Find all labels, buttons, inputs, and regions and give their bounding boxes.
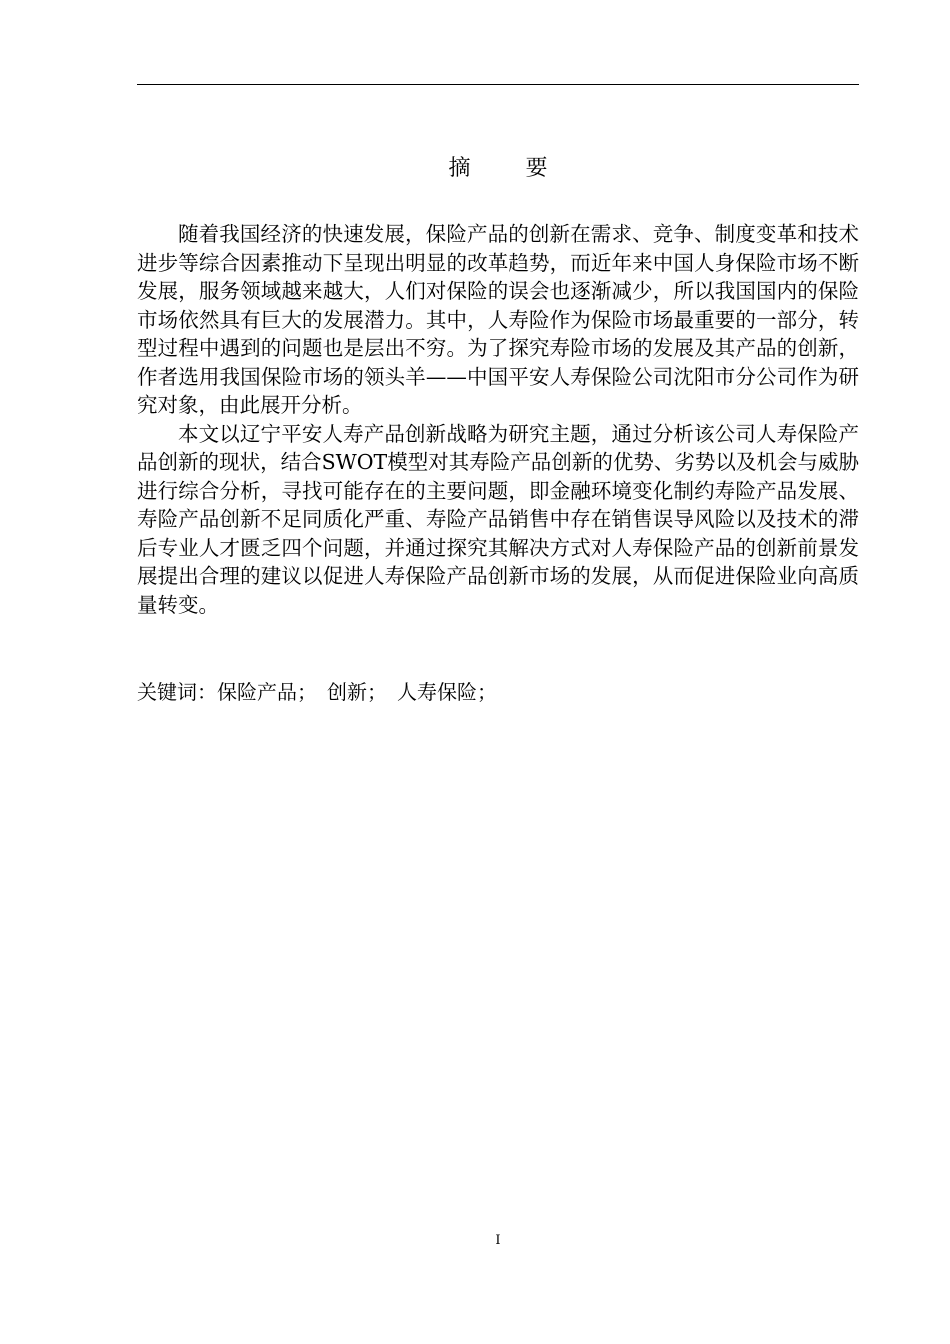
keyword-item: 人寿保险； [397, 680, 497, 704]
keyword-item: 保险产品； [217, 680, 317, 704]
abstract-paragraph: 随着我国经济的快速发展，保险产品的创新在需求、竞争、制度变革和技术进步等综合因素推动下呈现出明显的改革趋势，而近年来中国人身保险市场不断发展，服务领域越来越大，人们对保险的误会也逐渐减少，所以我国国内的保险市场依然具有巨大的发展潜力。其中，人寿险作为保险市场最重要的一部分，转型过程中遇到的问题也是层出不穷。为了探究寿险市场的发展及其产品的创新，作者选用我国保险市场的领头羊——中国平安人寿保险公司沈阳市分公司作为研究对象，由此展开分析。 [137, 222, 859, 417]
abstract-title: 摘 要 [448, 156, 572, 181]
keywords-label: 关键词： [137, 680, 217, 704]
abstract-paragraph: 本文以辽宁平安人寿产品创新战略为研究主题，通过分析该公司人寿保险产品创新的现状，结合SWOT模型对其寿险产品创新的优势、劣势以及机会与威胁进行综合分析，寻找可能存在的主要问题，即金融环境变化制约寿险产品发展、寿险产品创新不足同质化严重、寿险产品销售中存在销售误导风险以及技术的滞后专业人才匮乏四个问题，并通过探究其解决方式对人寿保险产品的创新前景发展提出合理的建议以促进人寿保险产品创新市场的发展，从而促进保险业向高质量转变。 [137, 421, 859, 617]
abstract-body [137, 220, 859, 619]
keywords-line [137, 677, 859, 707]
keyword-item: 创新； [327, 680, 387, 704]
page-number: I [495, 1233, 501, 1248]
header-rule [137, 84, 859, 85]
